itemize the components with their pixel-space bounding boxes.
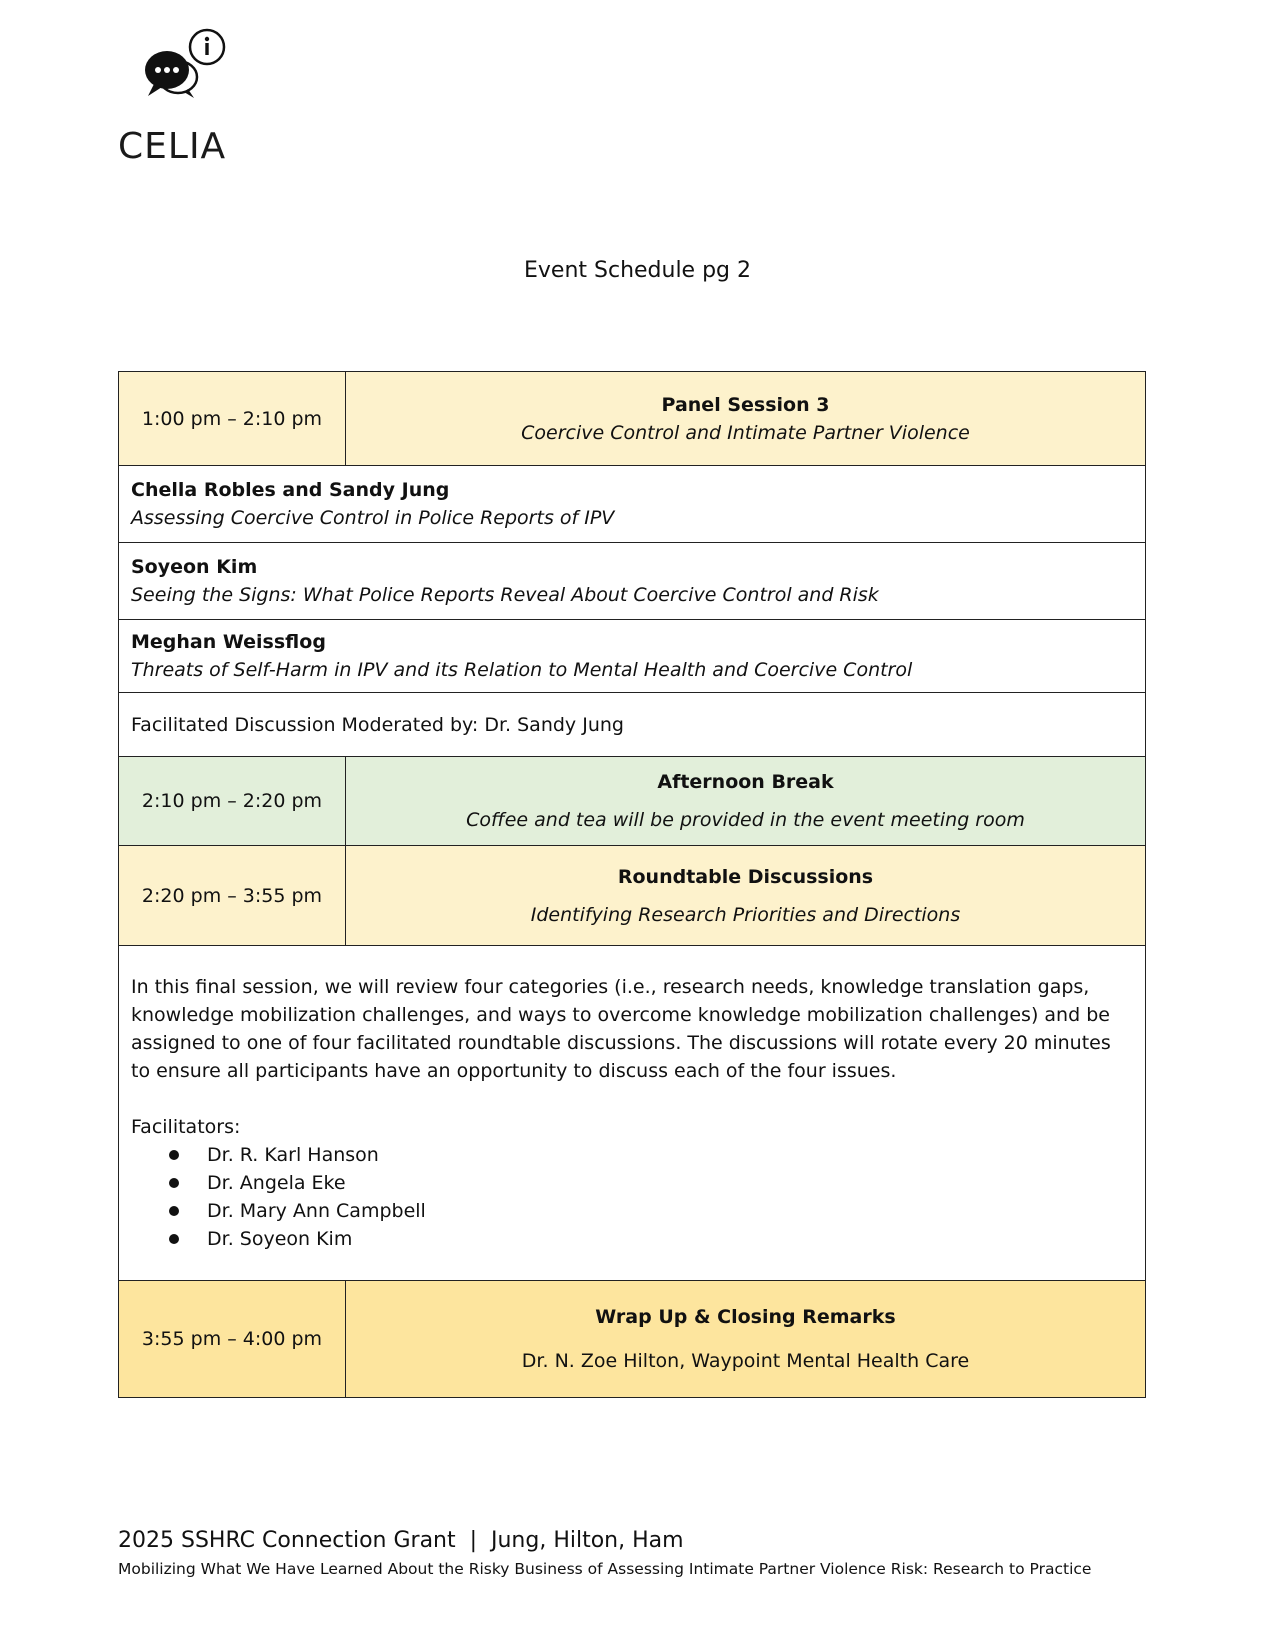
talk-cell bbox=[119, 466, 1146, 543]
logo-text: CELIA bbox=[118, 126, 227, 167]
session-heading: Afternoon Break bbox=[657, 771, 834, 793]
schedule-row-panel bbox=[119, 372, 1146, 466]
celia-logo bbox=[118, 26, 238, 167]
list-item: Dr. R. Karl Hanson bbox=[169, 1141, 1133, 1169]
footer-grant-line: 2025 SSHRC Connection Grant | Jung, Hilton, Ham bbox=[118, 1528, 684, 1553]
facilitated-discussion: Facilitated Discussion Moderated by: Dr. Sandy Jung bbox=[119, 693, 1146, 757]
talk-row bbox=[119, 543, 1146, 620]
session-heading: Wrap Up & Closing Remarks bbox=[595, 1306, 896, 1328]
time-cell: 1:00 pm – 2:10 pm bbox=[119, 372, 346, 466]
session-cell bbox=[346, 846, 1146, 946]
session-subtitle: Coercive Control and Intimate Partner Violence bbox=[521, 421, 970, 444]
talk-title: Seeing the Signs: What Police Reports Reveal About Coercive Control and Risk bbox=[131, 584, 879, 606]
bullet-icon bbox=[169, 1206, 179, 1216]
talk-cell bbox=[119, 543, 1146, 620]
chat-info-icon bbox=[136, 26, 231, 108]
session-cell bbox=[346, 757, 1146, 846]
session-heading: Roundtable Discussions bbox=[617, 865, 874, 888]
talk-speakers: Soyeon Kim bbox=[131, 556, 258, 578]
roundtable-description-row bbox=[119, 946, 1146, 1281]
time-cell: 2:20 pm – 3:55 pm bbox=[119, 846, 346, 946]
talk-speakers: Chella Robles and Sandy Jung bbox=[131, 479, 450, 501]
facilitated-discussion-row bbox=[119, 693, 1146, 757]
schedule-table bbox=[118, 371, 1146, 1398]
facilitators-list bbox=[131, 1141, 1133, 1253]
talk-title: Assessing Coercive Control in Police Reports of IPV bbox=[131, 507, 615, 529]
footer-project-title: Mobilizing What We Have Learned About the Risky Business of Assessing Intimate Partner Violence Risk: Research to Practice bbox=[118, 1560, 1092, 1578]
schedule-row-break bbox=[119, 757, 1146, 846]
session-subtitle: Coffee and tea will be provided in the event meeting room bbox=[466, 809, 1025, 831]
roundtable-description-cell bbox=[119, 946, 1146, 1281]
list-item: Dr. Angela Eke bbox=[169, 1169, 1133, 1197]
time-cell: 2:10 pm – 2:20 pm bbox=[119, 757, 346, 846]
talk-row bbox=[119, 620, 1146, 693]
list-item: Dr. Soyeon Kim bbox=[169, 1225, 1133, 1253]
time-cell: 3:55 pm – 4:00 pm bbox=[119, 1281, 346, 1398]
bullet-icon bbox=[169, 1150, 179, 1160]
facilitators-label: Facilitators: bbox=[131, 1116, 241, 1138]
talk-row bbox=[119, 466, 1146, 543]
session-subtitle: Dr. N. Zoe Hilton, Waypoint Mental Health Care bbox=[521, 1350, 970, 1372]
session-heading: Panel Session 3 bbox=[661, 393, 830, 416]
page-title: Event Schedule pg 2 bbox=[523, 258, 752, 283]
session-cell bbox=[346, 372, 1146, 466]
list-item: Dr. Mary Ann Campbell bbox=[169, 1197, 1133, 1225]
roundtable-description: In this final session, we will review four categories (i.e., research needs, knowledge translation gaps, knowledge mobilization challenges, and ways to overcome knowledge mobilization challenges) and be assigned to one of four facilitated roundtable discussions. The discussions will rotate every 20 minutes to ensure all participants have an opportunity to discuss each of the four issues. bbox=[131, 976, 1111, 1082]
schedule-row-wrapup bbox=[119, 1281, 1146, 1398]
bullet-icon bbox=[169, 1234, 179, 1244]
talk-cell bbox=[119, 620, 1146, 693]
schedule-row-roundtable bbox=[119, 846, 1146, 946]
session-cell bbox=[346, 1281, 1146, 1398]
session-subtitle: Identifying Research Priorities and Directions bbox=[530, 903, 961, 926]
bullet-icon bbox=[169, 1178, 179, 1188]
talk-title: Threats of Self-Harm in IPV and its Relation to Mental Health and Coercive Control bbox=[131, 659, 913, 681]
talk-speakers: Meghan Weissflog bbox=[131, 631, 326, 653]
